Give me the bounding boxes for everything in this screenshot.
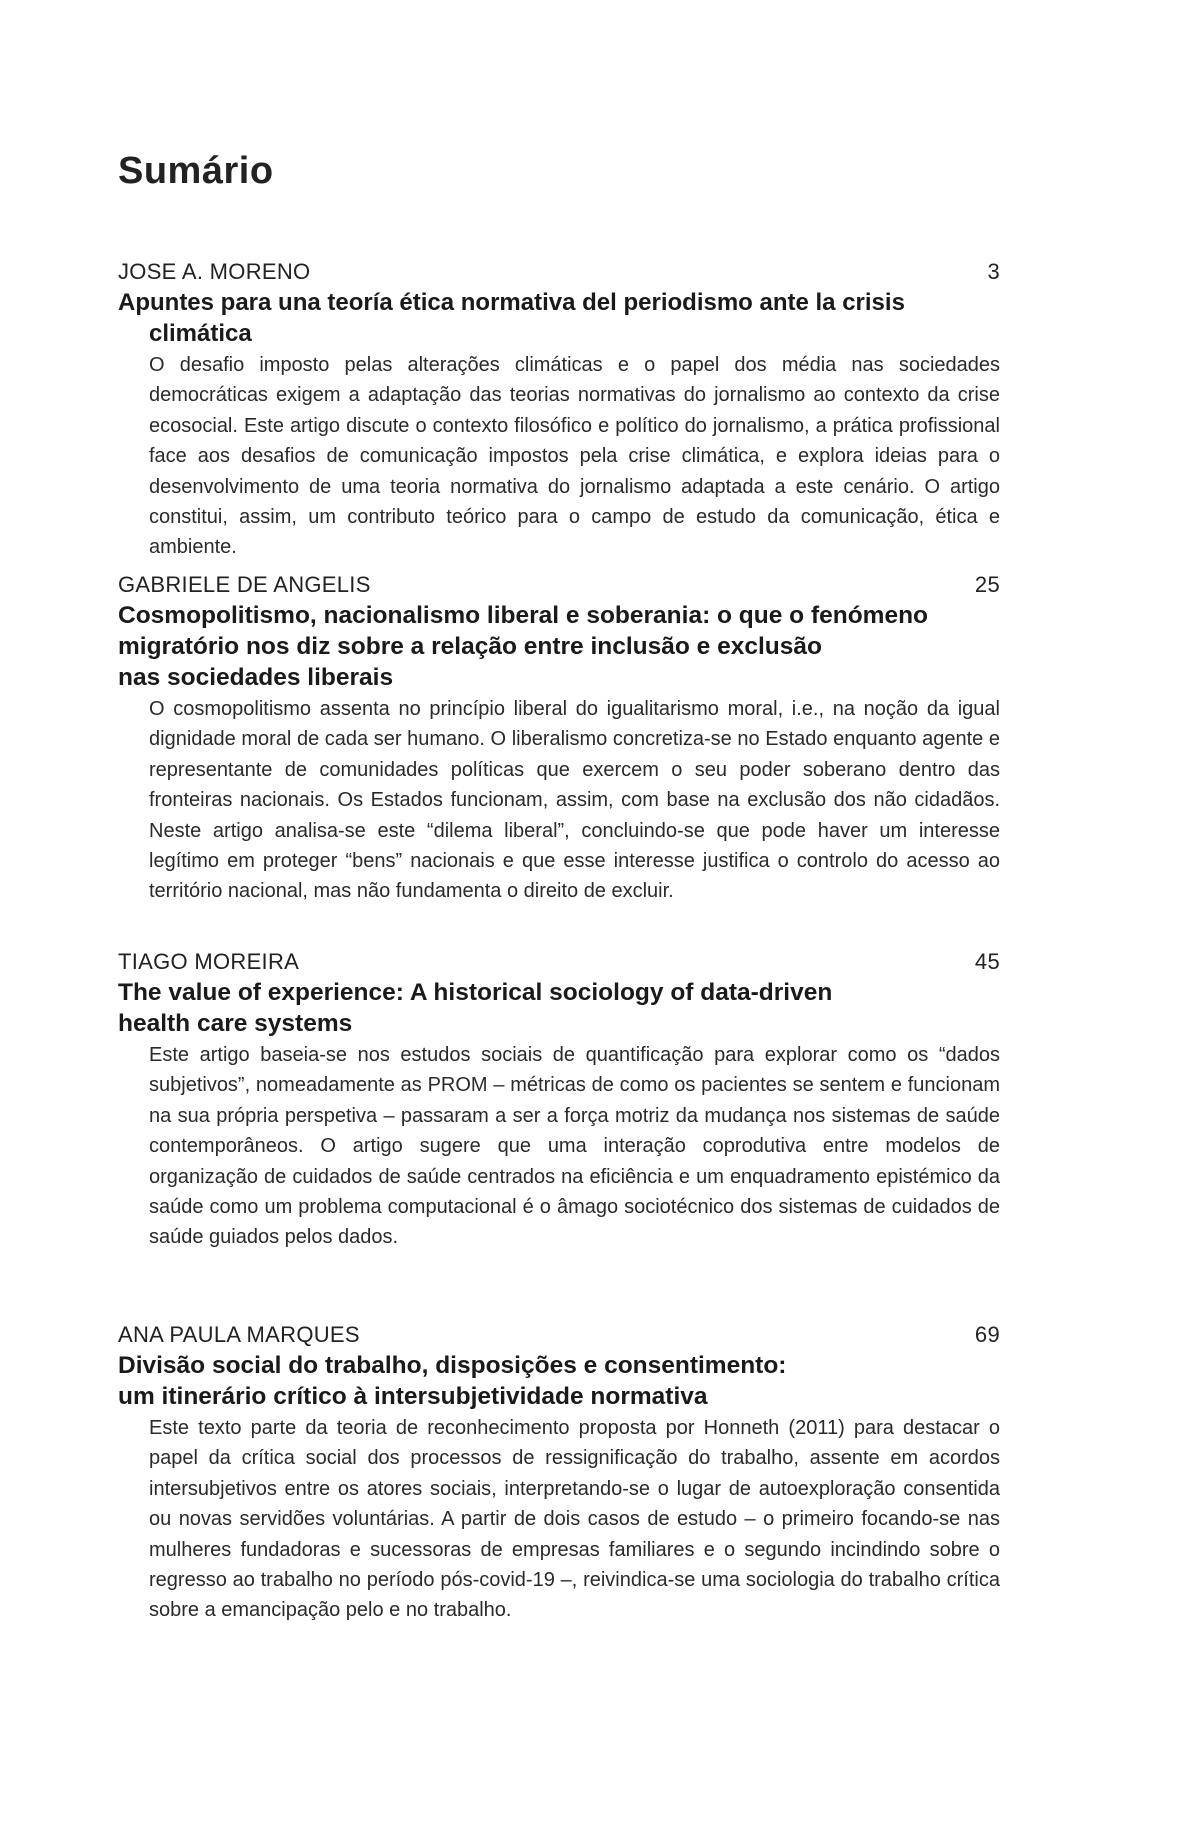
entry-header xyxy=(118,570,1000,600)
entry-author: JOSE A. MORENO xyxy=(118,259,311,284)
entry-abstract: Este artigo baseia-se nos estudos sociais de quantificação para explorar como os “dados subjetivos”, nomeadamente as PROM – métricas de como os pacientes se sentem e funcionam na sua própria perspetiva – passaram a ser a força motriz da mudança nos sistemas de saúde contemporâneos. O artigo sugere que uma interação coprodutiva entre modelos de organização de cuidados de saúde centrados na eficiência e um enquadramento epistémico da saúde como um problema computacional é o âmago sociotécnico dos sistemas de cuidados de saúde guiados pelos dados. xyxy=(149,1044,1000,1249)
entry-title-line: nas sociedades liberais xyxy=(118,664,394,691)
entry-title-line: The value of experience: A historical sociology of data-driven xyxy=(118,979,833,1006)
toc-entry xyxy=(118,947,1000,1253)
entry-abstract: Este texto parte da teoria de reconhecimento proposta por Honneth (2011) para destacar o papel da crítica social dos processos de ressignificação do trabalho, assente em acordos intersubjetivos entre os atores sociais, interpretando-se o lugar de autoexploração consentida ou novas servidões voluntárias. A partir de dois casos de estudo – o primeiro focando-se nas mulheres fundadoras e sucessoras de empresas familiares e o segundo incindindo sobre o regresso ao trabalho no período pós-covid-19 –, reivindica-se uma sociologia do trabalho crítica sobre a emancipação pelo e no trabalho. xyxy=(149,1417,1000,1622)
entry-author: TIAGO MOREIRA xyxy=(118,949,300,974)
entry-page-number[interactable]: 25 xyxy=(974,572,1000,597)
entry-title-line: Apuntes para una teoría ética normativa del periodismo ante la crisis climática xyxy=(118,289,905,347)
entry-title-line: Cosmopolitismo, nacionalismo liberal e soberania: o que o fenómeno xyxy=(118,602,928,629)
entry-title[interactable] xyxy=(118,977,1000,1039)
entry-title[interactable] xyxy=(118,600,1000,693)
entry-title-line: um itinerário crítico à intersubjetividade normativa xyxy=(118,1383,708,1410)
entry-title[interactable] xyxy=(118,1350,1000,1412)
entry-header xyxy=(118,947,1000,977)
entry-page-number[interactable]: 45 xyxy=(974,949,1000,974)
entry-author: GABRIELE DE ANGELIS xyxy=(118,572,371,597)
entry-title[interactable] xyxy=(118,287,1000,349)
entry-header xyxy=(118,1320,1000,1350)
toc-entry xyxy=(118,257,1000,563)
entry-page-number[interactable]: 3 xyxy=(987,259,1000,284)
entry-header xyxy=(118,257,1000,287)
page-title: Sumário xyxy=(118,150,274,192)
entry-title-line: health care systems xyxy=(118,1010,353,1037)
toc-entry xyxy=(118,1320,1000,1626)
entry-abstract: O desafio imposto pelas alterações climáticas e o papel dos média nas sociedades democráticas exigem a adaptação das teorias normativas do jornalismo ao contexto da crise ecosocial. Este artigo discute o contexto filosófico e político do jornalismo, a prática profissional face aos desafios de comunicação impostos pela crise climática, e explora ideias para o desenvolvimento de uma teoria normativa do jornalismo adaptada a este cenário. O artigo constitui, assim, um contributo teórico para o campo de estudo da comunicação, ética e ambiente. xyxy=(149,354,1000,559)
entry-title-line: migratório nos diz sobre a relação entre inclusão e exclusão xyxy=(118,633,822,660)
entry-author: ANA PAULA MARQUES xyxy=(118,1322,360,1347)
toc-entry xyxy=(118,570,1000,907)
entry-abstract: O cosmopolitismo assenta no princípio liberal do igualitarismo moral, i.e., na noção da igual dignidade moral de cada ser humano. O liberalismo concretiza-se no Estado enquanto agente e representante de comunidades políticas que exercem o seu poder soberano dentro das fronteiras nacionais. Os Estados funcionam, assim, com base na exclusão dos não cidadãos. Neste artigo analisa-se este “dilema liberal”, concluindo-se que pode haver um interesse legítimo em proteger “bens” nacionais e que esse interesse justifica o controlo do acesso ao território nacional, mas não fundamenta o direito de excluir. xyxy=(149,698,1000,903)
entry-title-line: Divisão social do trabalho, disposições e consentimento: xyxy=(118,1352,787,1379)
entry-page-number[interactable]: 69 xyxy=(974,1322,1000,1347)
